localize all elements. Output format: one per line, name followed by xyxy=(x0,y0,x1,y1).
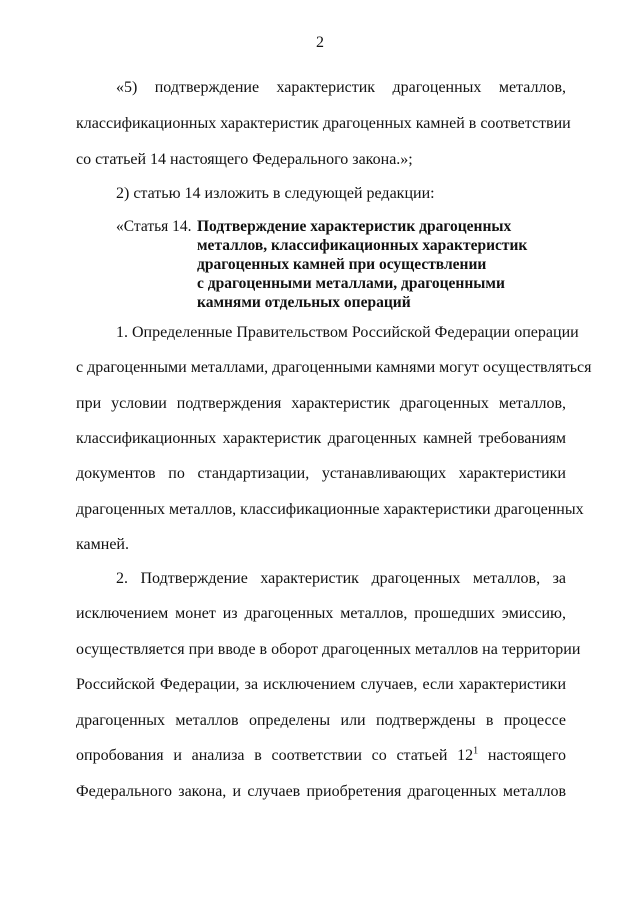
article-prefix: «Статья 14. xyxy=(116,218,192,235)
para2-line-6-tail: настоящего xyxy=(487,747,566,764)
para1-line-7: камней. xyxy=(76,536,129,553)
article-title-line-5: камнями отдельных операций xyxy=(197,294,411,311)
para1-line-1: 1. Определенные Правительством Российской Федерации операции xyxy=(116,324,579,341)
para2-line-1: 2. Подтверждение характеристик драгоценных металлов, за xyxy=(116,570,566,587)
para1-line-5: документов по стандартизации, устанавливающих характеристики xyxy=(76,465,566,482)
item2-intro: 2) статью 14 изложить в следующей редакции: xyxy=(116,185,435,202)
para1-line-3: при условии подтверждения характеристик драгоценных металлов, xyxy=(76,395,566,412)
article-title-line-4: с драгоценными металлами, драгоценными xyxy=(197,275,505,292)
item5-line-2: классификационных характеристик драгоценных камней в соответствии xyxy=(76,115,571,132)
para1-line-6: драгоценных металлов, классификационные характеристики драгоценных xyxy=(76,501,584,518)
para2-line-6 xyxy=(76,746,566,766)
page-number: 2 xyxy=(316,34,324,51)
para2-line-3: осуществляется при вводе в оборот драгоценных металлов на территории xyxy=(76,641,581,658)
article-12-superscript: 1 xyxy=(473,745,479,757)
para2-line-7: Федерального закона, и случаев приобретения драгоценных металлов xyxy=(76,783,566,800)
article-title-line-3: драгоценных камней при осуществлении xyxy=(197,256,487,273)
para2-line-6-text: опробования и анализа в соответствии со статьей 12 xyxy=(76,747,474,764)
para2-line-2: исключением монет из драгоценных металлов, прошедших эмиссию, xyxy=(76,605,566,622)
para2-line-5: драгоценных металлов определены или подтверждены в процессе xyxy=(76,712,566,729)
item5-line-1: «5) подтверждение характеристик драгоценных металлов, xyxy=(116,79,566,96)
para2-line-4: Российской Федерации, за исключением случаев, если характеристики xyxy=(76,676,566,693)
para1-line-2: с драгоценными металлами, драгоценными камнями могут осуществляться xyxy=(76,359,592,376)
para1-line-4: классификационных характеристик драгоценных камней требованиям xyxy=(76,430,566,447)
item5-line-3: со статьей 14 настоящего Федерального закона.»; xyxy=(76,151,413,168)
article-title-line-1: Подтверждение характеристик драгоценных xyxy=(197,218,512,235)
article-title-line-2: металлов, классификационных характеристик xyxy=(197,237,528,254)
